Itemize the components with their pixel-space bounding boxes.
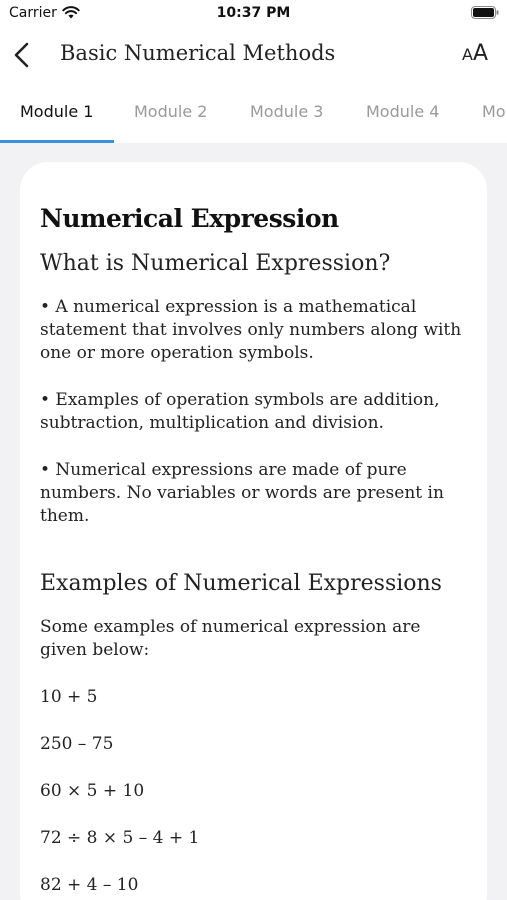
- status-bar: [0, 0, 507, 28]
- font-size-small-glyph: A: [462, 45, 473, 64]
- example-expression: 250 – 75: [40, 734, 114, 754]
- examples-intro: Some examples of numerical expression are given below:: [40, 617, 421, 660]
- bullet-pure-numbers: • Numerical expressions are made of pure numbers. No variables or words are present in them.: [40, 460, 444, 526]
- article-card: [20, 162, 487, 900]
- page-title: Basic Numerical Methods: [60, 41, 336, 65]
- status-time: 10:37 PM: [216, 5, 291, 21]
- battery-icon: [471, 6, 499, 19]
- section-title-examples: Examples of Numerical Expressions: [40, 571, 442, 596]
- example-expression: 10 + 5: [40, 687, 98, 707]
- tab-module-2[interactable]: Module 2: [134, 102, 208, 121]
- navigation-bar: [0, 28, 507, 82]
- bullet-definition: • A numerical expression is a mathematical statement that involves only numbers along with one or more operation symbols.: [40, 297, 462, 363]
- section-title-what-is: What is Numerical Expression?: [40, 251, 391, 276]
- bullet-operation-symbols: • Examples of operation symbols are addition, subtraction, multiplication and division.: [40, 390, 440, 433]
- tab-module-4[interactable]: Module 4: [366, 102, 440, 121]
- example-expression: 72 ÷ 8 × 5 – 4 + 1: [40, 828, 200, 848]
- module-tabs: [0, 82, 507, 143]
- carrier-label: Carrier: [9, 5, 57, 21]
- example-expression: 60 × 5 + 10: [40, 781, 145, 801]
- tab-module-5[interactable]: Mo: [482, 102, 506, 121]
- chevron-left-icon[interactable]: [12, 42, 32, 68]
- tab-module-3[interactable]: Module 3: [250, 102, 324, 121]
- font-size-icon[interactable]: [462, 41, 488, 66]
- example-expression: 82 + 4 – 10: [40, 875, 139, 895]
- font-size-large-glyph: A: [472, 41, 489, 66]
- tab-module-1[interactable]: Module 1: [20, 102, 94, 121]
- article-heading: Numerical Expression: [40, 204, 339, 233]
